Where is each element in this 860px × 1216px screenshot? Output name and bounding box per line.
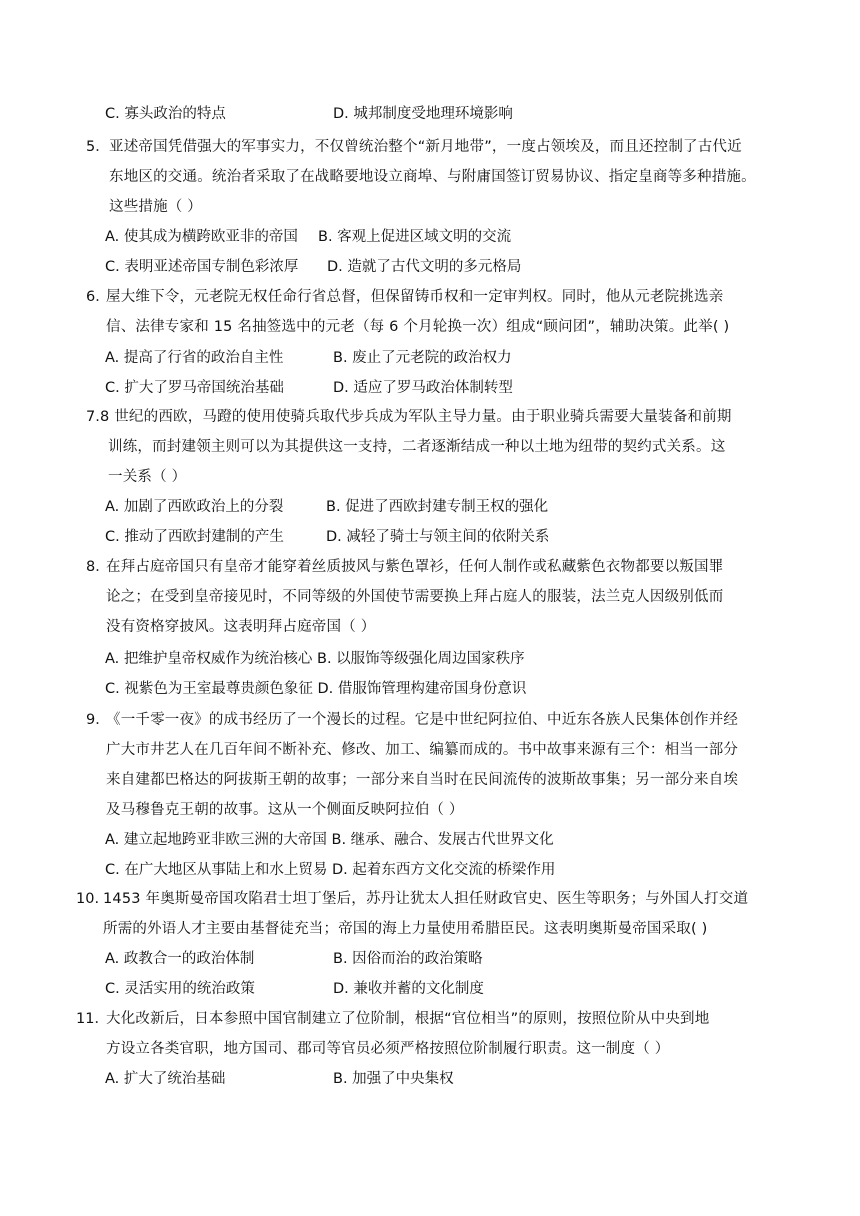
options-cd-q9: C. 在广大地区从事陆上和水上贸易 D. 起着东西方文化交流的桥梁作用 bbox=[105, 862, 556, 878]
question-5-line-1: 亚述帝国凭借强大的军事实力，不仅曾统治整个“新月地带”，一度占领埃及，而且还控制了古代近 bbox=[109, 139, 742, 155]
option-d-q5: D. 造就了古代文明的多元格局 bbox=[327, 259, 522, 275]
options-ab-q8: A. 把维护皇帝权威作为统治核心 B. 以服饰等级强化周边国家秩序 bbox=[105, 651, 525, 667]
question-5-line-2: 东地区的交通。统治者采取了在战略要地设立商埠、与附庸国签订贸易协议、指定皇商等多种措施。 bbox=[109, 169, 756, 185]
option-a-q10: A. 政教合一的政治体制 bbox=[105, 951, 255, 967]
option-a-q5: A. 使其成为横跨欧亚非的帝国 bbox=[105, 229, 298, 245]
question-8-line-2: 论之；在受到皇帝接见时，不同等级的外国使节需要换上拜占庭人的服装，法兰克人因级别低而 bbox=[106, 589, 724, 605]
options-ab-q9: A. 建立起地跨亚非欧三洲的大帝国 B. 继承、融合、发展古代世界文化 bbox=[105, 832, 554, 848]
question-6-line-1: 屋大维下令，元老院无权任命行省总督，但保留铸币权和一定审判权。同时，他从元老院挑选亲 bbox=[106, 289, 724, 305]
question-5-number: 5． bbox=[86, 139, 110, 155]
option-c-q10: C. 灵活实用的统治政策 bbox=[105, 981, 255, 997]
question-7-line-2: 训练，而封建领主则可以为其提供这一支持，二者逐渐结成一种以土地为纽带的契约式关系。这 bbox=[108, 439, 726, 455]
option-c-q4: C. 寡头政治的特点 bbox=[105, 106, 226, 122]
question-6-number: 6． bbox=[86, 289, 110, 305]
question-10-number: 10. bbox=[76, 891, 100, 907]
option-c-q6: C. 扩大了罗马帝国统治基础 bbox=[105, 380, 284, 396]
question-10-line-1: 1453 年奥斯曼帝国攻陷君士坦丁堡后，苏丹让犹太人担任财政官史、医生等职务；与外国人打交道 bbox=[103, 891, 749, 907]
option-b-q5: B. 客观上促进区域文明的交流 bbox=[318, 229, 512, 245]
question-9-line-1: 《一千零一夜》的成书经历了一个漫长的过程。它是中世纪阿拉伯、中近东各族人民集体创作并经 bbox=[106, 712, 739, 728]
question-9-line-4: 及马穆鲁克王朝的故事。这从一个侧面反映阿拉伯（ ） bbox=[106, 802, 464, 818]
question-11-number: 11． bbox=[76, 1011, 109, 1027]
option-d-q7: D. 减轻了骑士与领主间的依附关系 bbox=[326, 529, 550, 545]
question-9-line-3: 来自建都巴格达的阿拔斯王朝的故事；一部分来自当时在民间流传的波斯故事集；另一部分来自埃 bbox=[106, 772, 739, 788]
option-d-q6: D. 适应了罗马政治体制转型 bbox=[333, 380, 513, 396]
question-7-line-3: 一关系（ ） bbox=[108, 469, 187, 485]
question-8-line-1: 在拜占庭帝国只有皇帝才能穿着丝质披风与紫色罩衫，任何人制作或私藏紫色衣物都要以叛国罪 bbox=[106, 559, 724, 575]
option-c-q7: C. 推动了西欧封建制的产生 bbox=[105, 529, 284, 545]
question-5-line-3: 这些措施（ ） bbox=[109, 199, 203, 215]
option-d-q4: D. 城邦制度受地理环境影响 bbox=[333, 106, 513, 122]
question-10-line-2: 所需的外语人才主要由基督徒充当；帝国的海上力量使用希腊臣民。这表明奥斯曼帝国采取( ) bbox=[103, 921, 708, 937]
question-6-line-2: 信、法律专家和 15 名抽签选中的元老（每 6 个月轮换一次）组成“顾问团”，辅助决策。此举( ) bbox=[106, 319, 730, 335]
options-cd-q8: C. 视紫色为王室最尊贵颜色象征 D. 借服饰管理构建帝国身份意识 bbox=[105, 681, 527, 697]
option-b-q7: B. 促进了西欧封建专制王权的强化 bbox=[326, 499, 549, 515]
option-a-q7: A. 加剧了西欧政治上的分裂 bbox=[105, 499, 284, 515]
question-8-number: 8． bbox=[86, 559, 110, 575]
question-8-line-3: 没有资格穿披风。这表明拜占庭帝国（ ） bbox=[106, 619, 376, 635]
question-9-number: 9． bbox=[86, 712, 110, 728]
question-9-line-2: 广大市井艺人在几百年间不断补充、修改、加工、编纂而成的。书中故事来源有三个：相当一部分 bbox=[106, 742, 739, 758]
option-a-q11: A. 扩大了统治基础 bbox=[105, 1071, 226, 1087]
option-b-q6: B. 废止了元老院的政治权力 bbox=[333, 350, 512, 366]
option-b-q10: B. 因俗而治的政治策略 bbox=[333, 951, 483, 967]
question-7-line-1: 8 世纪的西欧，马蹬的使用使骑兵取代步兵成为军队主导力量。由于职业骑兵需要大量装备和前期 bbox=[100, 409, 732, 425]
question-11-line-2: 方设立各类官职，地方国司、郡司等官员必须严格按照位阶制履行职责。这一制度（ ） bbox=[106, 1041, 670, 1057]
question-11-line-1: 大化改新后，日本参照中国官制建立了位阶制，根据“官位相当”的原则，按照位阶从中央到地 bbox=[106, 1011, 710, 1027]
question-7-number: 7. bbox=[86, 409, 100, 425]
option-c-q5: C. 表明亚述帝国专制色彩浓厚 bbox=[105, 259, 299, 275]
option-b-q11: B. 加强了中央集权 bbox=[333, 1071, 454, 1087]
option-a-q6: A. 提高了行省的政治自主性 bbox=[105, 350, 284, 366]
option-d-q10: D. 兼收并蓄的文化制度 bbox=[333, 981, 484, 997]
